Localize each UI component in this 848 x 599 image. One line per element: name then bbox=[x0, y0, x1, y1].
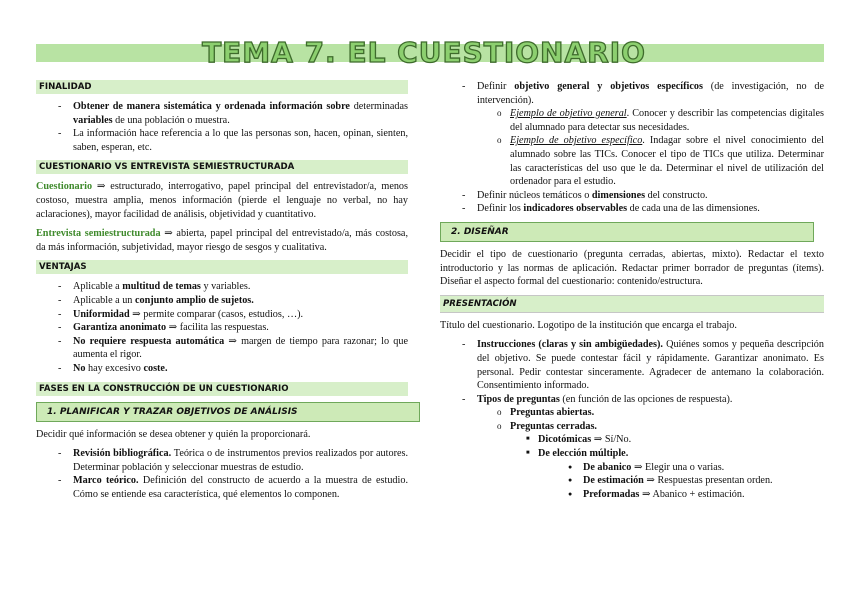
list-item bbox=[36, 447, 408, 474]
presentacion-list bbox=[440, 338, 824, 501]
list-item bbox=[538, 488, 824, 502]
list-item bbox=[440, 338, 824, 392]
bold-text: Preguntas abiertas. bbox=[510, 407, 595, 419]
entrevista-label: Entrevista semiestructurada bbox=[36, 228, 161, 240]
list-item bbox=[36, 308, 408, 322]
list-item bbox=[36, 321, 408, 335]
cerradas-sublist bbox=[510, 433, 824, 501]
example-label: Ejemplo de objetivo específico bbox=[510, 135, 643, 147]
list-item bbox=[36, 100, 408, 127]
fases-list bbox=[36, 447, 408, 501]
bold-text: Instrucciones (claras y sin ambigüedades). bbox=[477, 339, 663, 351]
bold-text: coste. bbox=[143, 362, 168, 374]
text: ⇒ abierta, papel principal del entrevistado/a, más costosa, da más información, subjetividad, mayor riesgo de sesgos y cualitativa. bbox=[36, 228, 408, 253]
presentacion-heading: PRESENTACIÓN bbox=[440, 295, 824, 313]
list-item bbox=[440, 393, 824, 502]
text: y variables. bbox=[200, 281, 251, 293]
bold-text: multitud de temas bbox=[122, 281, 201, 293]
bold-text: Preformadas bbox=[583, 488, 640, 500]
list-item bbox=[440, 189, 824, 203]
list-item bbox=[440, 80, 824, 189]
text: ⇒ Sí/No. bbox=[591, 434, 632, 446]
bold-text: variables bbox=[73, 114, 113, 126]
bold-text: Uniformidad bbox=[73, 308, 130, 320]
list-item bbox=[440, 202, 824, 216]
bold-text: Tipos de preguntas bbox=[477, 393, 560, 405]
text: (de investigación, no de intervención). bbox=[477, 81, 824, 106]
text: de una población o muestra. bbox=[112, 114, 230, 126]
fases-heading: FASES EN LA CONSTRUCCIÓN DE UN CUESTIONARIO bbox=[36, 382, 408, 396]
multiple-sublist bbox=[538, 461, 824, 502]
ventajas-list bbox=[36, 280, 408, 375]
list-item bbox=[36, 474, 408, 501]
bold-text: Garantiza anonimato bbox=[73, 322, 167, 334]
bold-text: Marco teórico. bbox=[73, 475, 139, 487]
text: (en función de las opciones de respuesta). bbox=[559, 393, 733, 405]
finalidad-heading: FINALIDAD bbox=[36, 80, 408, 94]
entrevista-paragraph bbox=[36, 227, 408, 254]
bold-text: dimensiones bbox=[591, 189, 646, 201]
text: Definir bbox=[477, 81, 515, 92]
objetivos-list bbox=[440, 80, 824, 216]
text: . Indagar sobre el nivel conocimiento del alumnado sobre las TICs. Conocer el tipo de TICs que utiliza. Determinar las características del uso que le da. Determinar el nivel de utilización del ordenador para el estudio. bbox=[510, 135, 824, 188]
text: Definir núcleos temáticos o bbox=[477, 189, 592, 201]
list-item bbox=[477, 420, 824, 502]
bold-text: Dicotómicas bbox=[538, 434, 592, 446]
text: Definición del constructo de acuerdo a la muestra de estudio. Cómo se entiende esa característica, qué elementos lo componen. bbox=[73, 475, 408, 500]
list-item bbox=[36, 127, 408, 154]
right-column bbox=[440, 80, 824, 507]
list-item bbox=[510, 447, 824, 501]
text: La información hace referencia a lo que las personas son, hacen, opinan, sienten, saben, esperan, etc. bbox=[73, 128, 408, 153]
list-item bbox=[36, 280, 408, 294]
text: Aplicable a bbox=[73, 281, 123, 293]
text: hay excesivo bbox=[85, 362, 144, 374]
text: ⇒ margen de tiempo para razonar; lo que aumenta el rigor. bbox=[73, 335, 408, 361]
bold-text: No bbox=[73, 362, 86, 374]
bold-text: Revisión bibliográfica. bbox=[73, 448, 172, 460]
text: . Conocer y describir las competencias digitales del alumnado para detectar sus necesidades. bbox=[510, 108, 824, 133]
text: ⇒ permite comparar (casos, estudios, …). bbox=[129, 308, 304, 320]
list-item bbox=[538, 461, 824, 475]
text: ⇒ estructurado, interrogativo, papel principal del entrevistador/a, menos costoso, muestra amplia, menos información (pierde el lenguaje no verbal, no hay aclaraciones), mayor facilidad de análisis, objetividad y cuantitativo. bbox=[36, 181, 408, 220]
step2-heading: 2. DISEÑAR bbox=[440, 222, 814, 242]
list-item bbox=[510, 433, 824, 447]
bold-text: De abanico bbox=[583, 461, 632, 473]
step1-intro: Decidir qué información se desea obtener y quién la proporcionará. bbox=[36, 428, 311, 440]
list-item bbox=[36, 335, 408, 362]
left-column bbox=[36, 80, 408, 507]
text: Teórica o de instrumentos previos realizados por autores. Determinar población y seleccionar muestras de estudio. bbox=[73, 448, 408, 473]
cuestionario-paragraph bbox=[36, 180, 408, 221]
cuestionario-vs-heading: CUESTIONARIO VS ENTREVISTA SEMIESTRUCTURADA bbox=[36, 160, 408, 174]
tipos-sublist bbox=[477, 406, 824, 501]
bold-text: Obtener de manera sistemática y ordenada información sobre bbox=[73, 101, 350, 112]
text: ⇒ facilita las respuestas. bbox=[166, 322, 269, 334]
bold-text: De elección múltiple. bbox=[538, 448, 629, 460]
list-item bbox=[538, 474, 824, 488]
text: determinadas bbox=[349, 101, 409, 112]
step1-heading: 1. PLANIFICAR Y TRAZAR OBJETIVOS DE ANÁLISIS bbox=[36, 402, 420, 422]
ventajas-heading: VENTAJAS bbox=[36, 260, 408, 274]
bold-text: Preguntas cerradas. bbox=[510, 420, 597, 432]
list-item bbox=[477, 406, 824, 420]
page-title: TEMA 7. EL CUESTIONARIO bbox=[202, 36, 646, 69]
list-item bbox=[477, 134, 824, 188]
text: ⇒ Elegir una o varias. bbox=[631, 461, 725, 473]
bold-text: objetivo general y objetivos específicos bbox=[514, 81, 703, 92]
cuestionario-label: Cuestionario bbox=[36, 181, 93, 193]
example-label: Ejemplo de objetivo general bbox=[510, 108, 627, 120]
step2-text: Decidir el tipo de cuestionario (pregunta cerradas, abiertas, mixto). Redactar el texto introductorio y las normas de aplicación. Redactar primer borrador de preguntas (ítems). Diseñar el aspecto formal del cuestionario: contenido/estructura. bbox=[440, 248, 824, 288]
list-item bbox=[36, 362, 408, 376]
text: del constructo. bbox=[645, 189, 708, 201]
presentacion-intro: Título del cuestionario. Logotipo de la institución que encarga el trabajo. bbox=[440, 319, 737, 331]
text: Aplicable a un bbox=[73, 294, 135, 306]
bold-text: indicadores observables bbox=[523, 203, 628, 215]
text: Quiénes somos y pequeña descripción del objetivo. Se puede contestar fácil y rápidamente. Garantizar anonimato. Es personal. Pedir contestar sinceramente. Agradecer de antemano la colaboración. Consentimiento informado. bbox=[477, 339, 824, 392]
bold-text: De estimación bbox=[583, 475, 644, 487]
text: ⇒ Respuestas presentan orden. bbox=[643, 475, 773, 487]
finalidad-list bbox=[36, 100, 408, 154]
bold-text: No requiere respuesta automática bbox=[73, 335, 225, 347]
text: ⇒ Abanico + estimación. bbox=[639, 488, 745, 500]
text: Definir los bbox=[477, 203, 524, 215]
text: de cada una de las dimensiones. bbox=[627, 203, 760, 215]
bold-text: conjunto amplio de sujetos. bbox=[134, 294, 254, 306]
list-item bbox=[36, 294, 408, 308]
list-item bbox=[477, 107, 824, 134]
examples-list bbox=[477, 107, 824, 189]
